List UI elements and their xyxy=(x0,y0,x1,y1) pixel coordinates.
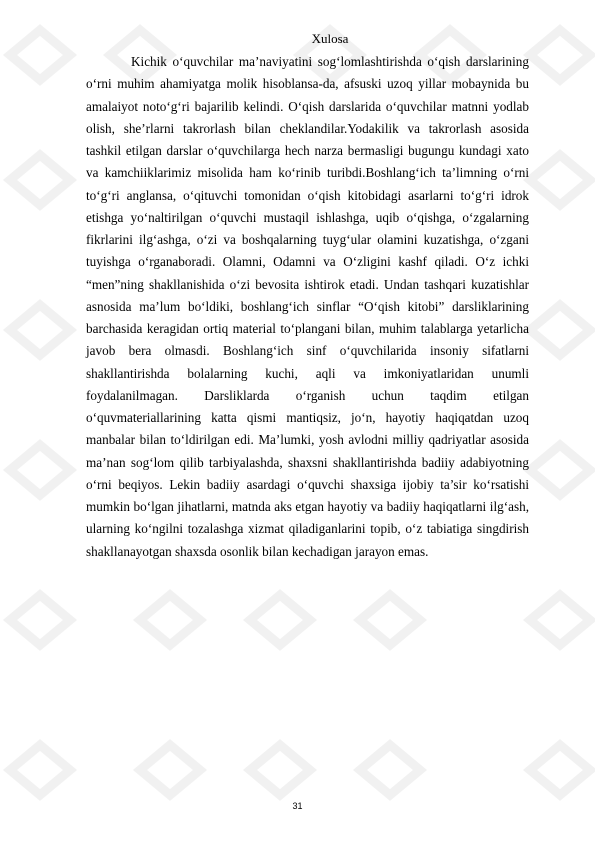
body-paragraph: Kichik o‘quvchilar ma’naviyatini sog‘lomlashtirishda o‘qish darslarining o‘rni muhim ahamiyatga molik hisoblansa-da, afsuski uzoq yillar mobaynida bu amalaiyot noto‘g‘ri bajarilib kelindi. O‘qish darslarida o‘quvchilar matnni yodlab olish, she’rlarni takrorlash bilan cheklandilar.Yodakilik va takrorlash asosida tashkil etilgan darslar o‘quvchilarga hech narza bermasligi bugungu kundagi xato va kamchiiklarimiz misolida ham ko‘rinib turibdi.Boshlang‘ich ta’limning o‘rni to‘g‘ri anglansa, o‘qituvchi tomonidan o‘qish kitobidagi asarlarni to‘g‘ri idrok etishga yo‘naltirilgan o‘quvchi mustaqil ishlashga, uqib o‘qishga, o‘zgalarning fikrlarini ilg‘ashga, o‘zi va boshqalarning tuyg‘ular olamini kuzatishga, o‘zgani tuyishga o‘rganaboradi. Olamni, Odamni va O‘zligini kashf qiladi. O‘z ichki “men”ning shakllanishida o‘zi bevosita ishtirok etadi. Undan tashqari kuzatishlar asnosida ma’lum bo‘ldiki, boshlang‘ich sinflar “O‘qish kitobi” darsliklarining barchasida keragidan ortiq material to‘plangani bilan, muhim talablarga yetarlicha javob bera olmasdi. Boshlang‘ich sinf o‘quvchilarida insoniy sifatlarni shakllantirishda bolalarning kuchi, aqli va imkoniyatlaridan unumli foydalanilmagan. Darsliklarda o‘rganish uchun taqdim etilgan o‘quvmateriallarining katta qismi mantiqsiz, jo‘n, hayotiy haqiqatdan uzoq manbalar bilan to‘ldirilgan edi. Ma’lumki, yosh avlodni milliy qadriyatlar asosida ma’nan sog‘lom qilib tarbiyalashda, shaxsni shakllantirishda badiiy adabiyotning o‘rni beqiyos. Lekin badiiy asardagi o‘quvchi shaxsiga ijobiy ta’sir ko‘rsatishi mumkin bo‘lgan jihatlarni, matnda aks etgan hayotiy va badiiy haqiqatlarni ilg‘ash, ularning ko‘ngilni tozalashga xizmat qiladiganlarini topib, o‘z tabiatiga singdirish shakllanayotgan shaxsda osonlik bilan kechadigan jarayon emas. xyxy=(86,54,529,559)
page-title: Xulosa xyxy=(311,31,349,46)
page-number: 31 xyxy=(292,801,303,811)
